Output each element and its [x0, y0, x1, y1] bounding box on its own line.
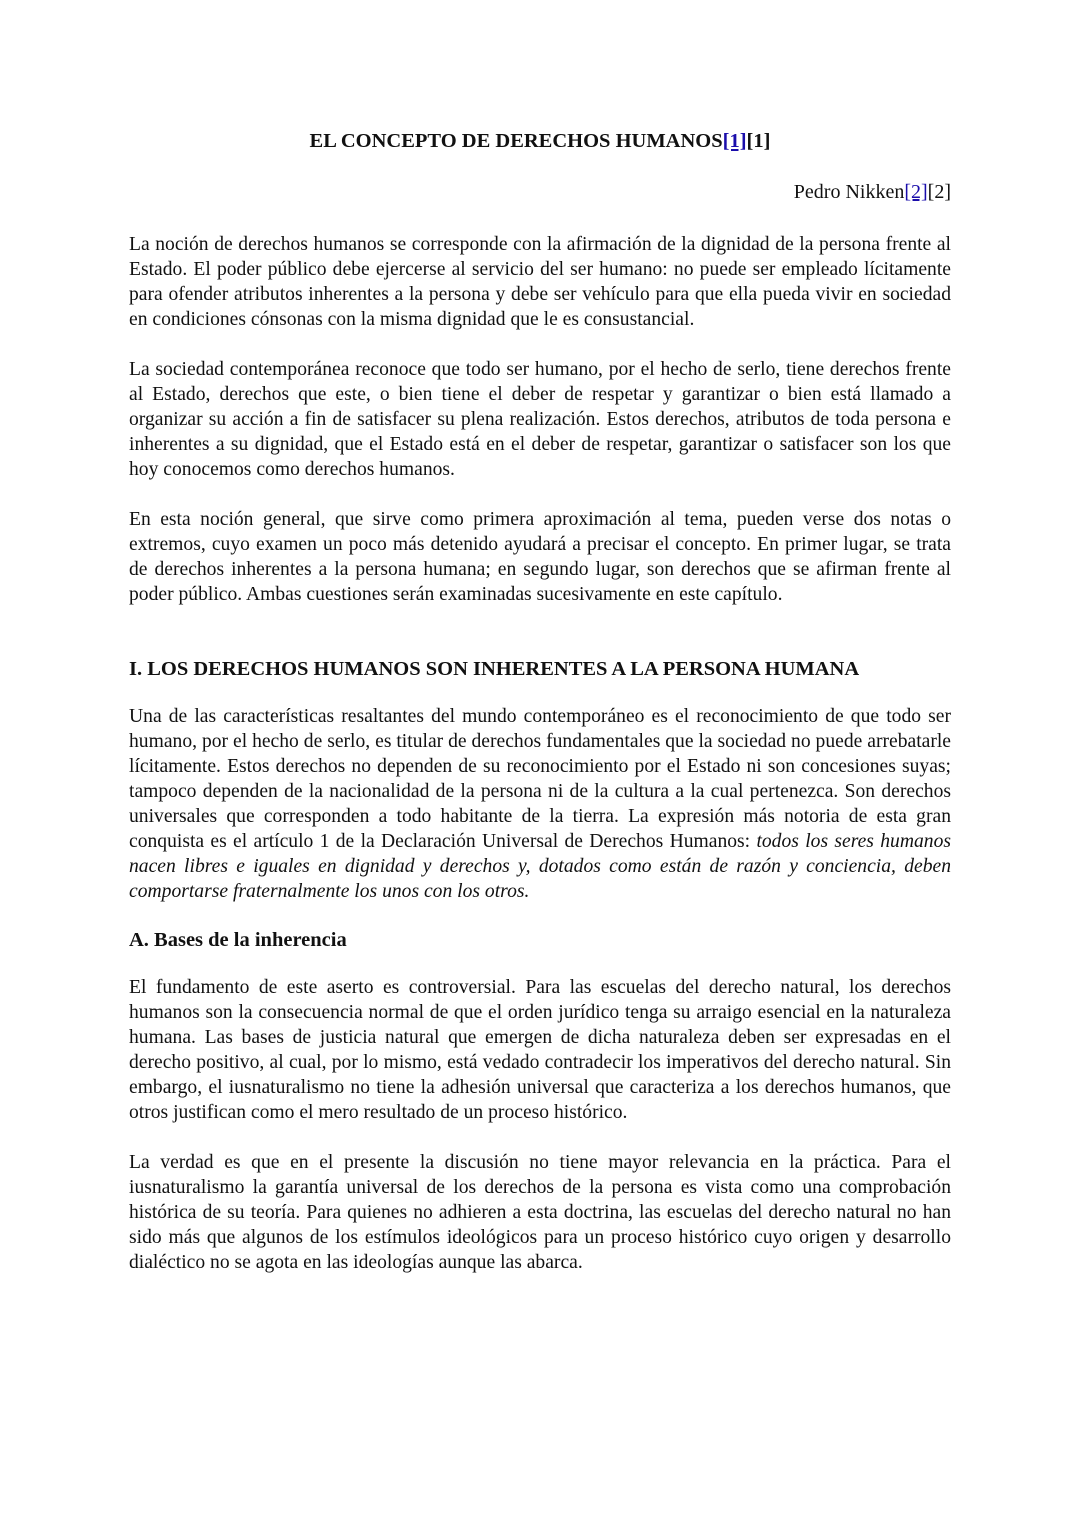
- intro-paragraph-2: La sociedad contemporánea reconoce que todo ser humano, por el hecho de serlo, tiene derechos frente al Estado, derechos que este, o bien tiene el deber de respetar y garantizar o bien está llamado a organizar su acción a fin de satisfacer su plena realización. Estos derechos, atributos de toda persona e inherentes a su dignidad, que el Estado está en el deber de respetar, garantizar o satisfacer son los que hoy conocemos como derechos humanos.: [129, 359, 951, 480]
- intro-paragraph-3: En esta noción general, que sirve como primera aproximación al tema, pueden verse dos notas o extremos, cuyo examen un poco más detenido ayudará a precisar el concepto. En primer lugar, se trata de derechos inherentes a la persona humana; en segundo lugar, son derechos que se afirman frente al poder público. Ambas cuestiones serán examinadas sucesivamente en este capítulo.: [129, 509, 951, 605]
- author-name: Pedro Nikken: [793, 181, 905, 203]
- author-footnote-mark: [2]: [927, 181, 951, 203]
- intro-paragraph-1: La noción de derechos humanos se corresponde con la afirmación de la dignidad de la persona frente al Estado. El poder público debe ejercerse al servicio del ser humano: no puede ser empleado lícitamente para ofender atributos inherentes a la persona y debe ser vehículo para que ella pueda vivir en sociedad en condiciones cónsonas con la misma dignidad que le es consustancial.: [129, 234, 951, 330]
- title-text: EL CONCEPTO DE DERECHOS HUMANOS: [309, 130, 723, 152]
- document-page: [129, 126, 951, 1275]
- title-footnote-link[interactable]: [1]: [722, 130, 747, 152]
- subsection-a-paragraph-1: El fundamento de este aserto es controversial. Para las escuelas del derecho natural, los derechos humanos son la consecuencia normal de que el orden jurídico tenga su arraigo esencial en la naturaleza humana. Las bases de justicia natural que emergen de dicha naturaleza deben ser expresadas en el derecho positivo, al cual, por lo mismo, está vedado contradecir los imperativos del derecho natural. Sin embargo, el iusnaturalismo no tiene la adhesión universal que caracteriza a los derechos humanos, que otros justifican como el mero resultado de un proceso histórico.: [129, 977, 951, 1123]
- section-1-heading: I. LOS DERECHOS HUMANOS SON INHERENTES A LA PERSONA HUMANA: [129, 658, 860, 680]
- declaration-quote: todos los seres humanos nacen libres e iguales en dignidad y derechos y, dotados como están de razón y conciencia, deben comportarse fraternalmente los unos con los otros.: [129, 831, 952, 902]
- author-line: [129, 177, 951, 207]
- subsection-a-paragraph-2: La verdad es que en el presente la discusión no tiene mayor relevancia en la práctica. Para el iusnaturalismo la garantía universal de los derechos de la persona es vista como una comprobación histórica de su teoría. Para quienes no adhieren a esta doctrina, las escuelas del derecho natural no han sido más que algunos de los estímulos ideológicos para un proceso histórico cuyo origen y desarrollo dialéctico no se agota en las ideologías aunque las abarca.: [129, 1152, 951, 1273]
- section-1-paragraph: [129, 704, 951, 904]
- section-1-paragraph-text: Una de las características resaltantes del mundo contemporáneo es el reconocimiento de que todo ser humano, por el hecho de serlo, es titular de derechos fundamentales que la sociedad no puede arrebatarle lícitamente. Estos derechos no dependen de su reconocimiento por el Estado ni son concesiones suyas; tampoco dependen de la nacionalidad de la persona ni de la cultura a la cual pertenezca. Son derechos universales que corresponden a todo habitante de la tierra. La expresión más notoria de esta gran conquista es el artículo 1 de la Declaración Universal de Derechos Humanos:: [129, 706, 951, 852]
- title-footnote-mark: [1]: [746, 130, 771, 152]
- document-title: [129, 126, 951, 156]
- author-footnote-link[interactable]: [2]: [904, 181, 928, 203]
- subsection-a-heading: A. Bases de la inherencia: [129, 929, 347, 951]
